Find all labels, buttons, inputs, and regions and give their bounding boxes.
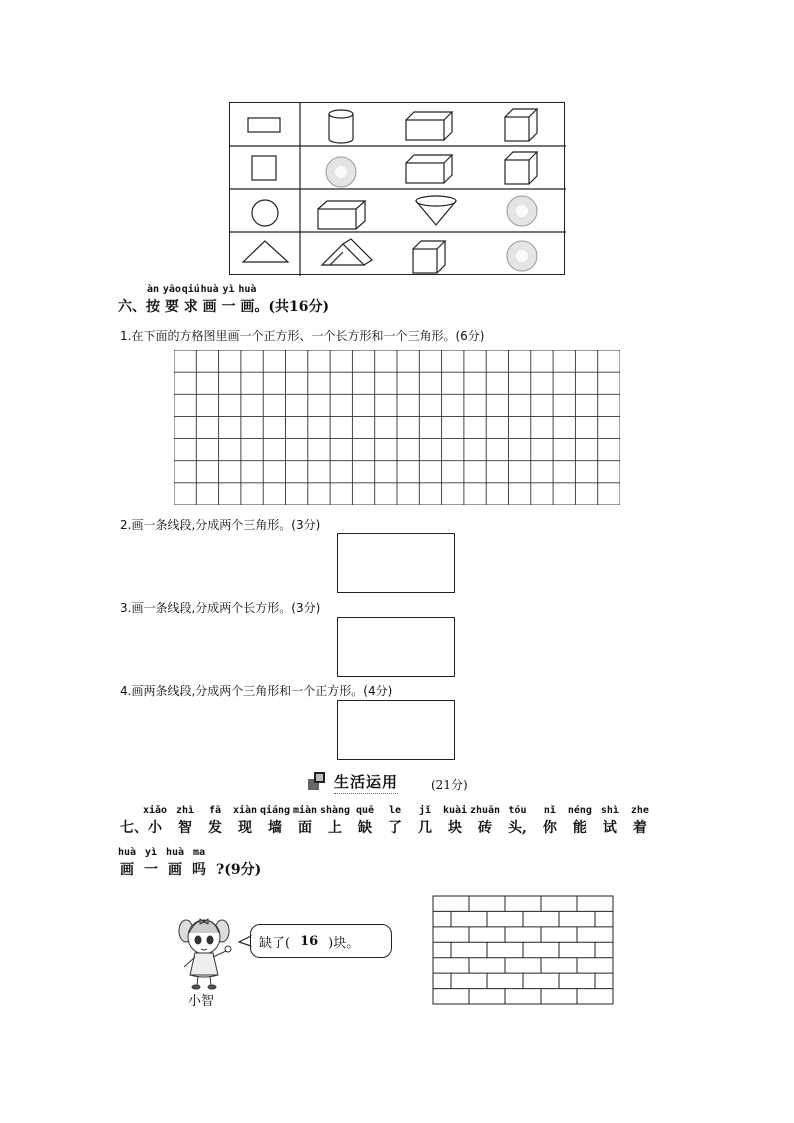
ruby-word: àn 按 <box>146 284 160 315</box>
section-6-heading <box>118 284 330 316</box>
ruby-word: huà 画 <box>117 847 137 878</box>
brick-wall[interactable] <box>432 895 614 1005</box>
ruby-word: yāo 要 <box>162 284 181 315</box>
ruby-word: xiǎo 小 <box>142 805 168 836</box>
banner-score: (21分) <box>431 778 468 792</box>
speech-prefix: 缺了( <box>259 935 291 951</box>
task-4-text: 4.画两条线段,分成两个三角形和一个正方形。(4分) <box>120 684 393 698</box>
speech-suffix: )块。 <box>328 935 360 951</box>
section-7-heading-line2 <box>117 847 262 879</box>
ruby-word: néng 能 <box>567 805 592 836</box>
triangular-prism-icon <box>322 239 372 265</box>
ruby-word: yì 一 <box>144 847 158 878</box>
cube-icon <box>413 241 445 273</box>
speech-bubble <box>250 924 392 958</box>
ruby-word: kuài 块 <box>442 805 468 836</box>
square-icon <box>252 156 276 180</box>
sphere-icon <box>326 157 356 187</box>
sphere-icon <box>507 196 537 226</box>
cube-icon <box>505 152 537 184</box>
task-2-drawing-box[interactable] <box>337 533 455 593</box>
cylinder-icon <box>329 110 353 143</box>
sphere-icon <box>507 241 537 271</box>
task-4-drawing-box[interactable] <box>337 700 455 760</box>
ruby-word: zhuān 砖 <box>469 805 501 836</box>
cube-icon <box>505 109 537 141</box>
ruby-word: le 了 <box>388 805 402 836</box>
ruby-word: shì 试 <box>600 805 619 836</box>
ruby-word: shàng 上 <box>319 805 351 836</box>
section-6-number: 六、 <box>118 299 146 315</box>
ruby-word: fā 发 <box>208 805 222 836</box>
rectangle-icon <box>248 118 280 132</box>
ruby-word: qiáng 墙 <box>259 805 291 836</box>
triangle-icon <box>243 241 288 262</box>
cuboid-icon <box>406 112 452 140</box>
ruby-word: huà 画 <box>165 847 185 878</box>
cuboid-icon <box>318 201 365 229</box>
section-7-number: 七、 <box>120 820 148 836</box>
ruby-word: xiàn 现 <box>232 805 258 836</box>
cuboid-icon <box>406 155 452 183</box>
banner-squares-icon <box>308 771 328 791</box>
shape-table <box>229 102 565 275</box>
banner-title: 生活运用 <box>334 771 398 794</box>
ruby-word: huà 画 <box>200 284 219 315</box>
task-1-text: 1.在下面的方格图里画一个正方形、一个长方形和一个三角形。(6分) <box>120 329 485 343</box>
ruby-word: zhe 着 <box>630 805 649 836</box>
ruby-word: jǐ 几 <box>418 805 432 836</box>
missing-bricks-answer: 16 <box>300 933 319 949</box>
ruby-word: miàn 面 <box>292 805 318 836</box>
ruby-word: zhì 智 <box>175 805 195 836</box>
task-3-text: 3.画一条线段,分成两个长方形。(3分) <box>120 601 321 615</box>
task-3-drawing-box[interactable] <box>337 617 455 677</box>
ruby-word: tóu 头, <box>508 805 527 836</box>
drawing-grid[interactable] <box>174 350 620 505</box>
cone-icon <box>416 196 456 225</box>
ruby-word: quē 缺 <box>355 805 375 836</box>
section-6-score: 。(共16分) <box>254 299 330 315</box>
ruby-word: yì 一 <box>221 284 236 315</box>
ruby-word: ma 吗 <box>192 847 206 878</box>
section-7-score: ?(9分) <box>216 862 262 878</box>
circle-icon <box>252 200 278 226</box>
ruby-word: nǐ 你 <box>542 805 557 836</box>
task-2-text: 2.画一条线段,分成两个三角形。(3分) <box>120 518 321 532</box>
ruby-word: qiú 求 <box>181 284 200 315</box>
ruby-word: huà 画 <box>238 284 257 315</box>
section-7-heading-line1 <box>120 805 663 837</box>
girl-character-icon <box>176 913 236 991</box>
character-name: 小智 <box>188 994 215 1009</box>
